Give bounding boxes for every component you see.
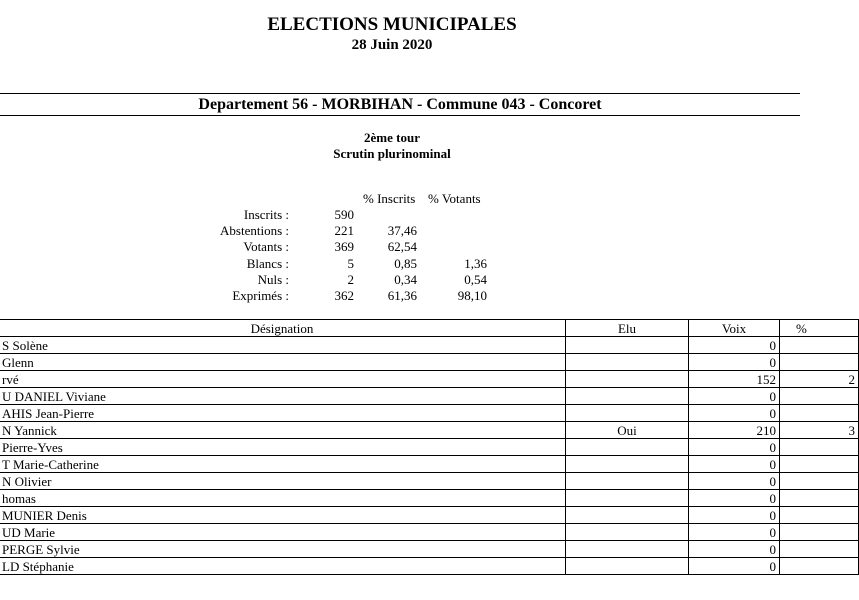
election-date: 28 Juin 2020 [351,37,433,53]
stats-row [0,272,500,288]
designation-header: Désignation [0,320,566,337]
candidate-row [0,422,859,439]
elected-flag [566,524,689,541]
stats-value: 5 [347,255,354,271]
votes-count: 0 [689,337,780,354]
candidate-name: PERGE Sylvie [0,541,566,558]
results-header-row [0,320,859,337]
votes-count: 0 [689,439,780,456]
elected-flag [566,337,689,354]
votes-count: 0 [689,456,780,473]
votes-count: 0 [689,524,780,541]
document-title: ELECTIONS MUNICIPALES [267,14,517,35]
votes-pct [780,558,859,575]
votes-count: 0 [689,558,780,575]
elected-flag [566,558,689,575]
votes-pct [780,388,859,405]
votes-count: 210 [689,422,780,439]
stats-row [0,288,500,304]
stats-value: 2 [347,271,354,287]
votes-pct [780,473,859,490]
candidate-row [0,558,859,575]
votes-count: 0 [689,473,780,490]
votes-pct [780,354,859,371]
elected-flag: Oui [566,422,689,439]
candidate-row [0,490,859,507]
candidate-row [0,371,859,388]
ballot-mode-label: Scrutin plurinominal [333,146,451,161]
votes-pct [780,405,859,422]
stats-pct-inscrits: 61,36 [387,288,417,303]
candidate-row [0,337,859,354]
stats-row [0,239,500,255]
votes-pct [780,456,859,473]
votes-count: 152 [689,371,780,388]
votes-count: 0 [689,405,780,422]
candidate-row [0,439,859,456]
candidate-name: rvé [0,371,566,388]
votes-count: 0 [689,354,780,371]
votes-pct [780,541,859,558]
votes-pct [780,507,859,524]
stats-label: Nuls : [257,271,289,287]
elected-flag [566,405,689,422]
stats-pct-inscrits: 62,54 [387,239,417,255]
elected-flag [566,490,689,507]
stats-label: Abstentions : [220,223,289,239]
stats-value: 590 [334,207,354,222]
stats-pct-votants: 1,36 [464,255,487,271]
candidate-name: MUNIER Denis [0,507,566,524]
elected-flag [566,354,689,371]
stats-label: Exprimés : [232,288,289,303]
location-band [0,93,800,116]
stats-pct-inscrits: 37,46 [387,223,417,239]
stats-row [0,223,500,239]
votes-pct [780,439,859,456]
stats-label: Blancs : [246,255,289,271]
elected-flag [566,439,689,456]
results-table [0,319,859,575]
elected-flag [566,388,689,405]
stats-pct-votants: 0,54 [464,271,487,287]
pct-inscrits-header: % Inscrits [363,191,416,206]
stats-value: 369 [334,239,354,255]
candidate-row [0,388,859,405]
stats-label: Votants : [243,239,289,255]
candidate-name: S Solène [0,337,566,354]
pct-votants-header: % Votants [428,191,481,206]
candidate-name: AHIS Jean-Pierre [0,405,566,422]
elected-flag [566,473,689,490]
elected-flag [566,541,689,558]
stats-pct-votants: 98,10 [457,288,487,303]
stats-row [0,207,500,223]
candidate-name: N Olivier [0,473,566,490]
stats-value: 362 [334,288,354,303]
candidate-name: LD Stéphanie [0,558,566,575]
votes-count: 0 [689,541,780,558]
round-label: 2ème tour [364,130,420,145]
stats-pct-inscrits: 0,34 [394,271,417,287]
candidate-row [0,524,859,541]
votes-pct [780,490,859,507]
elected-flag [566,456,689,473]
elected-flag [566,507,689,524]
stats-pct-inscrits: 0,85 [394,255,417,271]
pct-header: % [780,320,859,337]
candidate-name: homas [0,490,566,507]
location-label: Departement 56 - MORBIHAN - Commune 043 - Concoret [198,96,602,113]
stats-label: Inscrits : [243,207,289,222]
votes-pct: 2 [780,371,859,388]
candidate-row [0,456,859,473]
stats-value: 221 [334,223,354,239]
votes-pct [780,337,859,354]
candidate-name: N Yannick [0,422,566,439]
candidate-name: Pierre-Yves [0,439,566,456]
votes-count: 0 [689,388,780,405]
elected-flag [566,371,689,388]
candidate-row [0,507,859,524]
candidate-row [0,354,859,371]
votes-count: 0 [689,490,780,507]
votes-pct: 3 [780,422,859,439]
candidate-name: Glenn [0,354,566,371]
candidate-row [0,473,859,490]
candidate-name: UD Marie [0,524,566,541]
voix-header: Voix [689,320,780,337]
candidate-name: U DANIEL Viviane [0,388,566,405]
votes-count: 0 [689,507,780,524]
votes-pct [780,524,859,541]
candidate-row [0,405,859,422]
candidate-row [0,541,859,558]
candidate-name: T Marie-Catherine [0,456,566,473]
stats-row [0,256,500,272]
elu-header: Elu [566,320,689,337]
